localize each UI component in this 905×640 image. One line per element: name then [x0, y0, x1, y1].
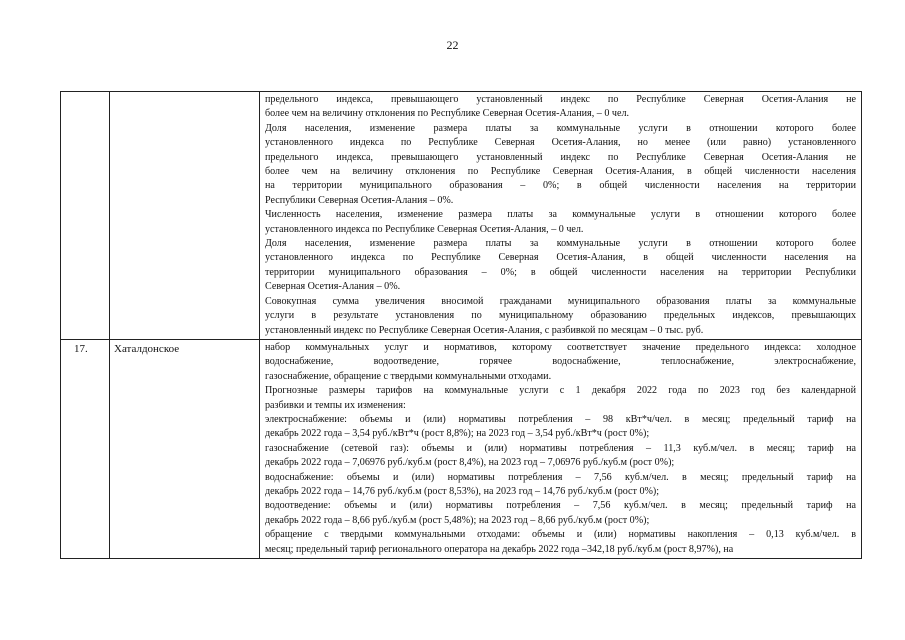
text-line: декабрь 2022 года – 8,66 руб./куб.м (рост 5,48%); на 2023 год – 8,66 руб./куб.м (рост 0%); — [265, 514, 650, 526]
text-line: Совокупная сумма увеличения вносимой гражданами муниципального образования платы за коммунальные — [265, 295, 856, 307]
text-line: обращение с твердыми коммунальными отходами: объемы и (или) нормативы накопления – 0,13 куб.м/чел. в — [265, 529, 856, 541]
text-line: Прогнозные размеры тарифов на коммунальные услуги с 1 декабря 2022 года по 2023 год без календарной — [265, 385, 856, 397]
text-line: декабрь 2022 года – 3,54 руб./кВт*ч (рост 8,8%); на 2023 год – 3,54 руб./кВт*ч (рост 0%); — [265, 428, 650, 440]
municipality-name: Хаталдонское — [110, 339, 260, 558]
text-line: Республики Северная Осетия-Алания – 0%. — [265, 194, 454, 206]
paragraph — [265, 442, 856, 471]
text-line: на территории муниципального образования – 0%; в общей численности населения на территории — [265, 180, 856, 192]
text-line: Северная Осетия-Алания – 0%. — [265, 281, 401, 293]
text-line: услуги в результате установления по муниципальному образованию предельных индексов, превышающих — [265, 310, 856, 322]
text-line: месяц; предельный тариф регионального оператора на декабрь 2022 года –342,18 руб./куб.м (рост 8,97%), на — [265, 543, 734, 555]
text-line: газоснабжение, обращение с твердыми коммунальными отходами. — [265, 370, 552, 382]
paragraph — [265, 295, 856, 338]
text-line: установленного индекса по Республике Северная Осетия-Алания, но менее (или равно) установленного — [265, 137, 856, 149]
text-line: набор коммунальных услуг и нормативов, которому соответствует значение предельного индекса: холодное — [265, 341, 856, 353]
paragraph — [265, 528, 856, 557]
text-line: газоснабжение (сетевой газ): объемы и (или) нормативы потребления – 11,3 куб.м/чел. в месяц; тариф на — [265, 442, 856, 454]
text-line: декабрь 2022 года – 14,76 руб./куб.м (рост 8,53%), на 2023 год – 14,76 руб./куб.м (рост 0%); — [265, 485, 660, 497]
text-line: предельного индекса, превышающего установленный индекс по Республике Северная Осетия-Алания не — [265, 94, 856, 105]
table-row — [61, 339, 862, 558]
municipality-name — [110, 92, 260, 340]
paragraph — [265, 208, 856, 237]
paragraph — [265, 341, 856, 384]
paragraph — [265, 413, 856, 442]
text-line: установленного индекса по Республике Северная Осетия-Алания, – 0 чел. — [265, 223, 584, 235]
text-line: более чем на величину отклонения по Республике Северная Осетия-Алания, – 0 чел. — [265, 108, 630, 120]
description-cell — [260, 92, 862, 340]
text-line: установленного индекса по Республике Северная Осетия-Алания, в общей численности населения на — [265, 252, 856, 264]
text-line: водоотведение: объемы и (или) нормативы потребления – 7,56 куб.м/чел. в месяц; предельный тариф на — [265, 500, 856, 512]
text-line: более чем на величину отклонения по Республике Северная Осетия-Алания, в общей численности населения — [265, 166, 856, 178]
table-body — [61, 92, 862, 559]
municipality-table — [60, 91, 862, 559]
paragraph — [265, 237, 856, 295]
text-line: Численность населения, изменение размера платы за коммунальные услуги в отношении которого более — [265, 209, 856, 221]
text-line: установленный индекс по Республике Северная Осетия-Алания, с разбивкой по месяцам – 0 тыс. руб. — [265, 324, 704, 336]
row-number — [61, 92, 110, 340]
paragraph — [265, 384, 856, 413]
table-row — [61, 92, 862, 340]
page-number: 22 — [446, 38, 459, 52]
text-line: водоснабжение, водоотведение, горячее водоснабжение, теплоснабжение, электроснабжение, — [265, 356, 856, 368]
paragraph — [265, 499, 856, 528]
paragraph — [265, 93, 856, 122]
text-line: водоснабжение: объемы и (или) нормативы потребления – 7,56 куб.м/чел. в месяц; предельный тариф на — [265, 471, 856, 483]
text-line: декабрь 2022 года – 7,06976 руб./куб.м (рост 8,4%), на 2023 год – 7,06976 руб./куб.м (рост 0%); — [265, 457, 675, 469]
paragraph — [265, 122, 856, 208]
text-line: предельного индекса, превышающего установленный индекс по Республике Северная Осетия-Алания не — [265, 151, 856, 163]
text-line: электроснабжение: объемы и (или) нормативы потребления – 98 кВт*ч/чел. в месяц; предельный тариф на — [265, 413, 856, 425]
text-line: территории муниципального образования – 0%; в общей численности населения на территории Республики — [265, 266, 856, 278]
text-line: Доля населения, изменение размера платы за коммунальные услуги в отношении которого более — [265, 238, 856, 250]
text-line: разбивки и темпы их изменения: — [265, 399, 406, 411]
paragraph — [265, 471, 856, 500]
text-line: Доля населения, изменение размера платы за коммунальные услуги в отношении которого более — [265, 122, 856, 134]
description-cell — [260, 339, 862, 558]
row-number: 17. — [61, 339, 110, 558]
